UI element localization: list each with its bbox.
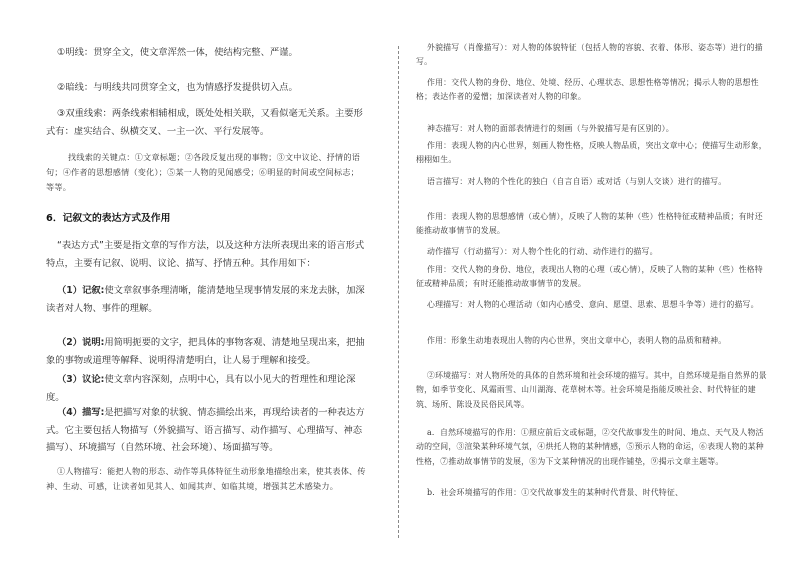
language-description: 语言描写：对人物的个性化的独白（自言自语）或对话（与别人交谈）进行的描写。 [427, 177, 727, 186]
action-function: 作用：交代人物的身份、地位，表现出人物的心理（或心情），反映了人物的某种（些）性格特征或精神品质；有时还能推动故事情节的发展。 [416, 265, 763, 289]
method-narration: （1）记叙:使文章叙事条理清晰，能清楚地呈现事情发展的来龙去脉，加深读者对人物、事件的理解。 [46, 285, 365, 314]
appearance-function: 作用：交代人物的身份、地位、处境、经历、心理状态、思想性格等情况；揭示人物的思想性格；表达作者的爱憎；加深读者对人物的印象。 [416, 78, 759, 102]
clue-explicit: ①明线：贯穿全文，使文章浑然一体，使结构完整、严谨。 [57, 47, 298, 58]
clue-implicit: ②暗线：与明线共同贯穿全文，也为情感抒发提供切入点。 [57, 82, 298, 93]
character-description: ①人物描写：能把人物的形态、动作等具体特征生动形象地描绘出来，使其表体、传神、生动、可感，让读者如见其人、如闻其声、如临其境，增强其艺术感染力。 [46, 466, 366, 491]
expression-function: 作用：表现人物的内心世界，刻画人物性格，反映人物品质，突出文章中心；使描写生动形象，栩栩如生。 [416, 141, 767, 165]
natural-environment-function: a．自然环境描写的作用：①照应前后文或标题，②交代故事发生的时间、地点、天气及人物活动的空间，③渲染某种环境气氛，④烘托人物的某种情感，⑤预示人物的命运，⑥表现人物的某种性格，⑦推动故事情节的发展，⑧为下文某种情况的出现作铺垫，⑨揭示文章主题等。 [416, 428, 764, 466]
method-exposition: （2）说明:用简明扼要的文字，把具体的事物客观、清楚地呈现出来，把抽象的事物或道理等解释、说明得清楚明白，让人易于理解和接受。 [46, 337, 365, 366]
action-description: 动作描写（行动描写）：对人物个性化的行动、动作进行的描写。 [427, 247, 658, 256]
language-function: 作用：表现人物的思想感情（或心情），反映了人物的某种（些）性格特征或精神品质；有时还能推动故事情节的发展。 [416, 212, 763, 236]
method-argument: （3）议论:使文章内容深刻，点明中心，具有以小见大的哲理性和理论深度。 [46, 374, 356, 403]
section-title: 6．记叙文的表达方式及作用 [46, 213, 171, 224]
social-environment-function: b．社会环境描写的作用：①交代故事发生的某种时代背景、时代特征、 [427, 488, 684, 497]
environment-description: ②环境描写：对人物所处的具体的自然环境和社会环境的描写。其中，自然环境是指自然界的景物，如季节变化、风霜雨雪、山川湖海、花草树木等。社会环境是指能反映社会、时代特征的建筑、场所、陈设及民俗民风等。 [416, 371, 767, 409]
column-divider [398, 46, 399, 538]
appearance-description: 外貌描写（肖像描写）：对人物的体貌特征（包括人物的容貌、衣着、体形、姿态等）进行的描写。 [416, 43, 763, 67]
expression-intro: “表达方式”主要是指文章的写作方法，以及这种方法所表现出来的语言形式特点，主要有记叙、说明、议论、描写、抒情五种。其作用如下： [46, 240, 365, 269]
method-description: （4）描写:是把描写对象的状貌、情态描绘出来，再现给读者的一种表达方式。它主要包括人物描写（外貌描写、语言描写、动作描写、心理描写、神态描写）、环境描写（自然环境、社会环境）、场面描写等。 [46, 407, 365, 453]
psychology-function: 作用：形象生动地表现出人物的内心世界，突出文章中心，表明人物的品质和精神。 [427, 336, 727, 345]
clue-finding-keys: 找线索的关键点：①文章标题；②各段反复出现的事物；③文中议论、抒情的语句；④作者的思想感情（变化）；⑤某一人物的见闻感受；⑥明显的时间或空间标志；等等。 [46, 152, 361, 192]
psychology-description: 心理描写：对人物的心理活动（如内心感受、意向、愿望、思索、思想斗争等）进行的描写。 [427, 300, 759, 309]
clue-dual: ③双重线索：两条线索相辅相成，既处处相关联，又看似毫无关系。主要形式有：虚实结合、纵横交叉、一主一次、平行发展等。 [46, 108, 363, 137]
expression-description: 神态描写：对人物的面部表情进行的刻画（与外貌描写是有区别的）。 [427, 124, 674, 133]
